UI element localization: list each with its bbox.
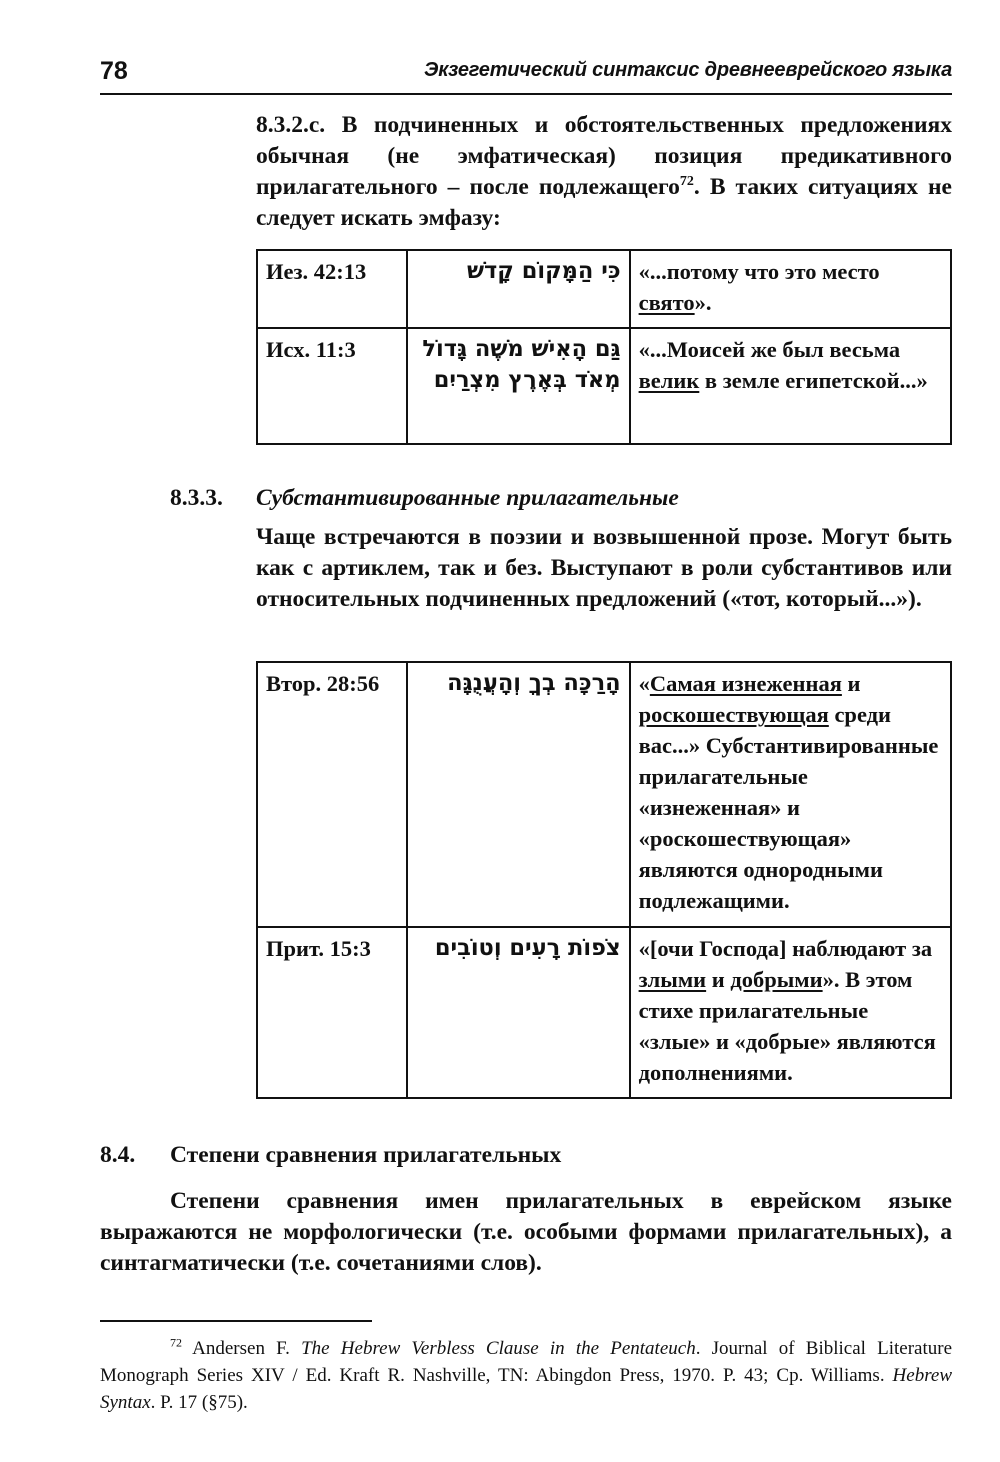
running-title: Экзегетический синтаксис древнееврейского языка	[424, 59, 952, 81]
translation-cell: «...потому что это место свято».	[630, 250, 951, 328]
translation-cell: «...Моисей же был весьма велик в земле египетской...»	[630, 328, 951, 444]
section-title-8-4: Степени сравнения прилагательных	[170, 1142, 562, 1168]
underlined-word: злыми	[638, 967, 707, 992]
footnote-book-title: The Hebrew Verbless Clause in the Pentateuch	[301, 1338, 696, 1359]
section-title-8-3-3: Субстантивированные прилагательные	[256, 485, 679, 511]
table-row	[257, 250, 951, 328]
translation-cell: «[очи Господа] наблюдают за злыми и добрыми». В этом стихе прилагательные «злые» и «добрые» являются дополнениями.	[630, 927, 951, 1098]
table-row	[257, 328, 951, 444]
examples-table-2	[256, 661, 952, 1099]
hebrew-cell: כִּי הַמָּקוֹם קָדֹשׁ	[407, 250, 630, 328]
footnote: $^{72}$ Andersen F. The Hebrew Verbless Clause in the Pentateuch. Journal of Biblical Literature Monograph Series XIV / Ed. Kraft R. Nashville, TN: Abingdon Press, 1970. P. 43; Cp. Williams. Hebrew Syntax. P. 17 (§75).	[100, 1335, 953, 1413]
section-number-8-4: 8.4.	[100, 1142, 136, 1168]
reference-cell: Втор. 28:56	[257, 662, 407, 927]
underlined-word: велик	[638, 368, 700, 393]
paragraph-8-3-2-c	[256, 110, 952, 234]
page-number: 78	[100, 57, 128, 85]
table-row	[257, 662, 951, 927]
reference-cell: Иез. 42:13	[257, 250, 407, 328]
footnote-rule	[100, 1320, 372, 1322]
table-row	[257, 927, 951, 1098]
hebrew-cell: הָרַכָּה בְךָ וְהָעֲנֻגָּה	[407, 662, 630, 927]
footnote-second-title: Hebrew Syntax	[100, 1365, 952, 1413]
translation-cell: «Самая изнеженная и роскошествующая среди вас...» Субстантивированные прилагательные «изнеженная» и «роскошествующая» являются однородными подлежащими.	[630, 662, 951, 927]
reference-cell: Прит. 15:3	[257, 927, 407, 1098]
footnote-mark: 72	[170, 1335, 182, 1350]
underlined-word: Самая изнеженная	[649, 671, 842, 696]
running-head	[100, 55, 952, 95]
hebrew-cell: צֹפוֹת רָעִים וְטוֹבִים	[407, 927, 630, 1098]
paragraph-text: В подчиненных и обстоятельственных предложениях обычная (не эмфатическая) позиция предикативного прилагательного – после подлежащего	[256, 112, 953, 200]
paragraph-8-4: Степени сравнения имен прилагательных в еврейском языке выражаются не морфологически (т.е. особыми формами прилагательных), а синтагматически (т.е. сочетаниями слов).	[100, 1188, 952, 1276]
hebrew-cell: גַּם הָאִישׁ מֹשֶׁה גָּדוֹל מְאֹד בְּאֶרֶץ מִצְרַיִם	[407, 328, 630, 444]
paragraph-text-end: . В таких ситуациях не следует искать эмфазу:	[256, 174, 952, 231]
section-number-8-3-3: 8.3.3.	[170, 485, 223, 511]
reference-cell: Исх. 11:3	[257, 328, 407, 444]
section-number: 8.3.2.c.	[256, 112, 326, 138]
footnote-reference[interactable]: 72	[679, 174, 694, 190]
underlined-word: свято	[638, 290, 695, 315]
paragraph-8-3-3: Чаще встречаются в поэзии и возвышенной прозе. Могут быть как с артиклем, так и без. Выступают в роли субстантивов или относительных подчиненных предложений («тот, который...»).	[256, 524, 952, 612]
examples-table-1	[256, 249, 952, 445]
underlined-word: добрыми	[730, 967, 823, 992]
underlined-word: роскошествующая	[638, 702, 829, 727]
